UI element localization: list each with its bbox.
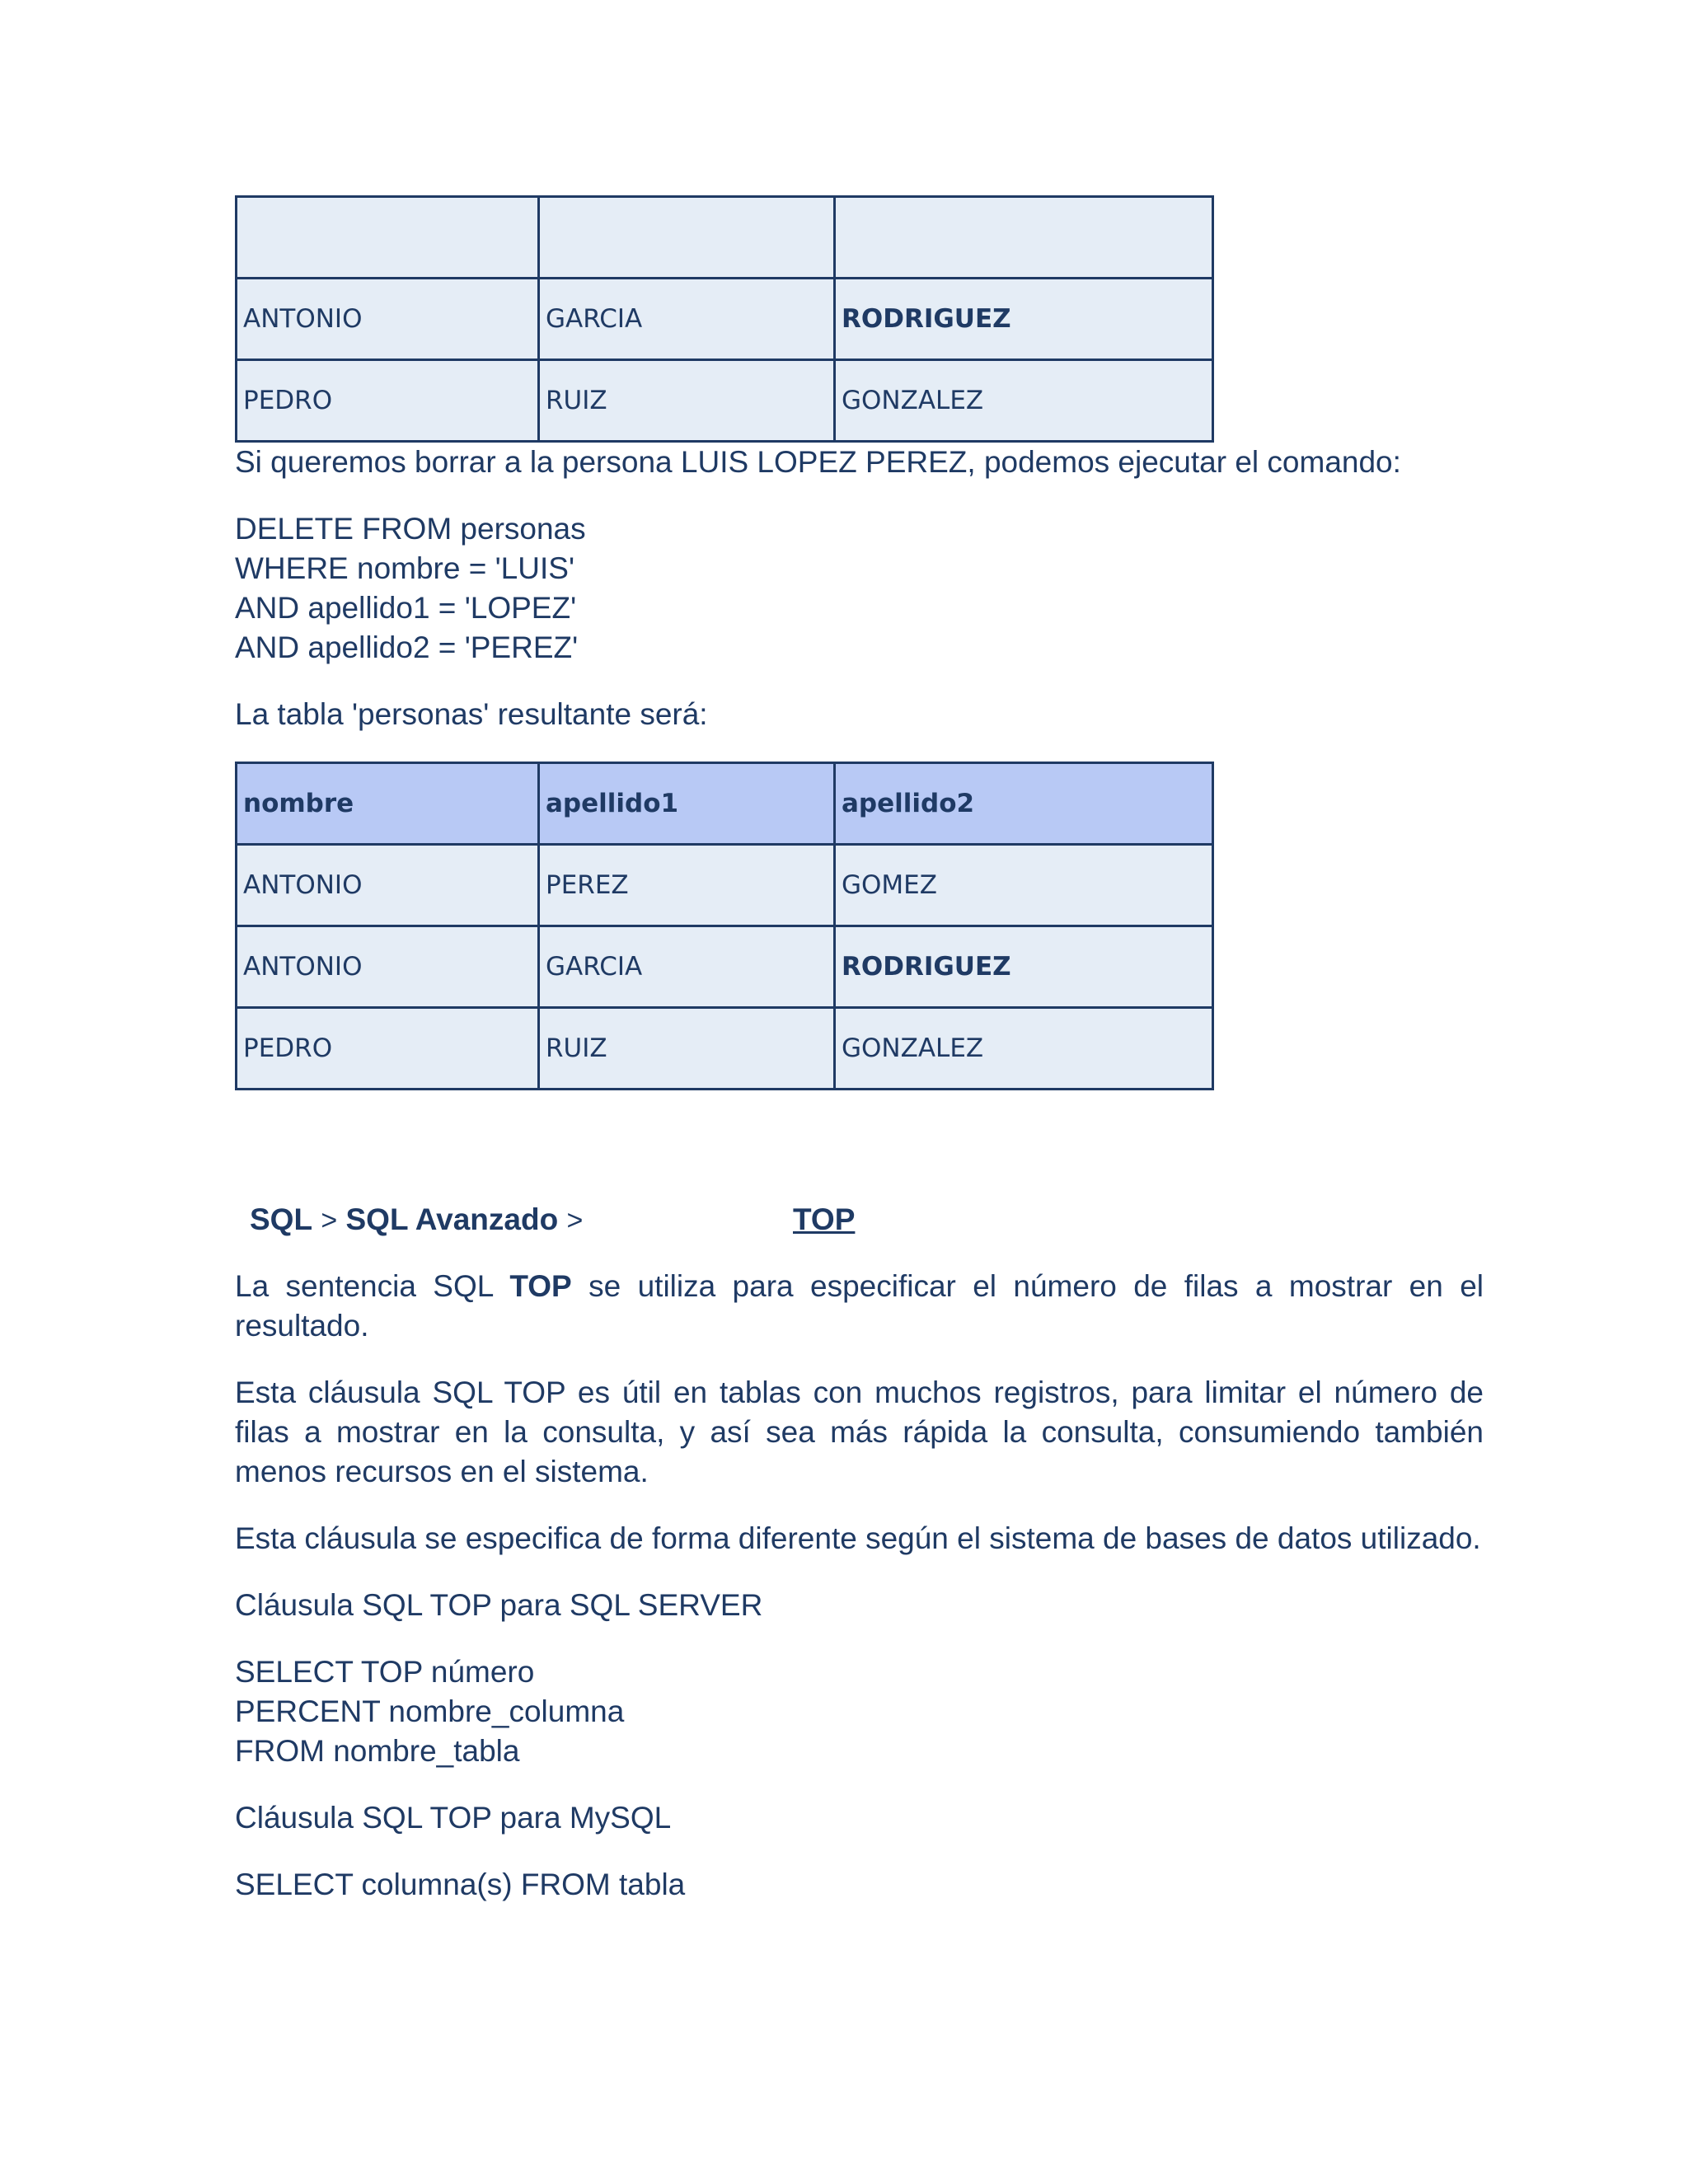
code-line: PERCENT nombre_columna (235, 1694, 625, 1728)
code-line: AND apellido2 = 'PEREZ' (235, 630, 579, 664)
table-row (237, 926, 1213, 1008)
table-cell: ANTONIO (237, 279, 539, 360)
persons-table-partial (235, 195, 1214, 443)
table-cell: ANTONIO (237, 845, 539, 926)
table-cell: ANTONIO (237, 926, 539, 1008)
table-cell: GOMEZ (835, 845, 1213, 926)
table-cell (835, 197, 1213, 279)
document-page (235, 195, 1484, 1905)
paragraph-text: La sentencia SQL (235, 1269, 510, 1303)
breadcrumb (235, 1200, 1484, 1240)
table-cell: PEDRO (237, 1008, 539, 1090)
column-header: apellido1 (539, 763, 835, 845)
table-header-row (237, 763, 1213, 845)
breadcrumb-item-sql[interactable]: SQL (250, 1202, 313, 1236)
table-cell: RODRIGUEZ (835, 279, 1213, 360)
code-line: SELECT TOP número (235, 1655, 535, 1689)
breadcrumb-item-sql-avanzado[interactable]: SQL Avanzado (345, 1202, 559, 1236)
top-usefulness-paragraph: Esta cláusula SQL TOP es útil en tablas con muchos registros, para limitar el número de filas a mostrar en la consulta, y así sea más rápida la consulta, consumiendo también menos recursos en el sistema. (235, 1376, 1484, 1488)
table-row (237, 197, 1213, 279)
sqlserver-code-block (235, 1652, 1484, 1771)
code-line: DELETE FROM personas (235, 512, 586, 546)
column-header: apellido2 (835, 763, 1213, 845)
sqlserver-heading: Cláusula SQL TOP para SQL SERVER (235, 1588, 763, 1622)
persons-result-table (235, 762, 1214, 1090)
breadcrumb-current-top[interactable]: TOP (793, 1202, 856, 1236)
code-line: AND apellido1 = 'LOPEZ' (235, 591, 577, 625)
code-line: FROM nombre_tabla (235, 1734, 520, 1768)
table-cell: GARCIA (539, 926, 835, 1008)
table-row (237, 1008, 1213, 1090)
paragraph-text: se utiliza para especificar el número de filas a mostrar en el resultado. (235, 1269, 1484, 1343)
breadcrumb-separator: > (566, 1205, 584, 1236)
table-row (237, 279, 1213, 360)
table-cell (539, 197, 835, 279)
keyword-top: TOP (509, 1269, 572, 1303)
top-description-paragraph (235, 1267, 1484, 1346)
table-cell: RUIZ (539, 360, 835, 442)
breadcrumb-separator: > (321, 1205, 338, 1236)
table-cell: RUIZ (539, 1008, 835, 1090)
table-cell (237, 197, 539, 279)
mysql-code-line: SELECT columna(s) FROM tabla (235, 1868, 686, 1901)
mysql-heading: Cláusula SQL TOP para MySQL (235, 1801, 672, 1835)
top-dbms-paragraph: Esta cláusula se especifica de forma diferente según el sistema de bases de datos utilizado. (235, 1521, 1481, 1555)
table-cell: PEREZ (539, 845, 835, 926)
table-cell: PEDRO (237, 360, 539, 442)
table-row (237, 845, 1213, 926)
table-cell: GONZALEZ (835, 360, 1213, 442)
code-line: WHERE nombre = 'LUIS' (235, 551, 575, 585)
table-row (237, 360, 1213, 442)
table-cell: RODRIGUEZ (835, 926, 1213, 1008)
delete-code-block (235, 509, 1484, 668)
result-paragraph: La tabla 'personas' resultante será: (235, 697, 708, 731)
intro-paragraph: Si queremos borrar a la persona LUIS LOPEZ PEREZ, podemos ejecutar el comando: (235, 445, 1401, 479)
table-cell: GARCIA (539, 279, 835, 360)
table-cell: GONZALEZ (835, 1008, 1213, 1090)
column-header: nombre (237, 763, 539, 845)
